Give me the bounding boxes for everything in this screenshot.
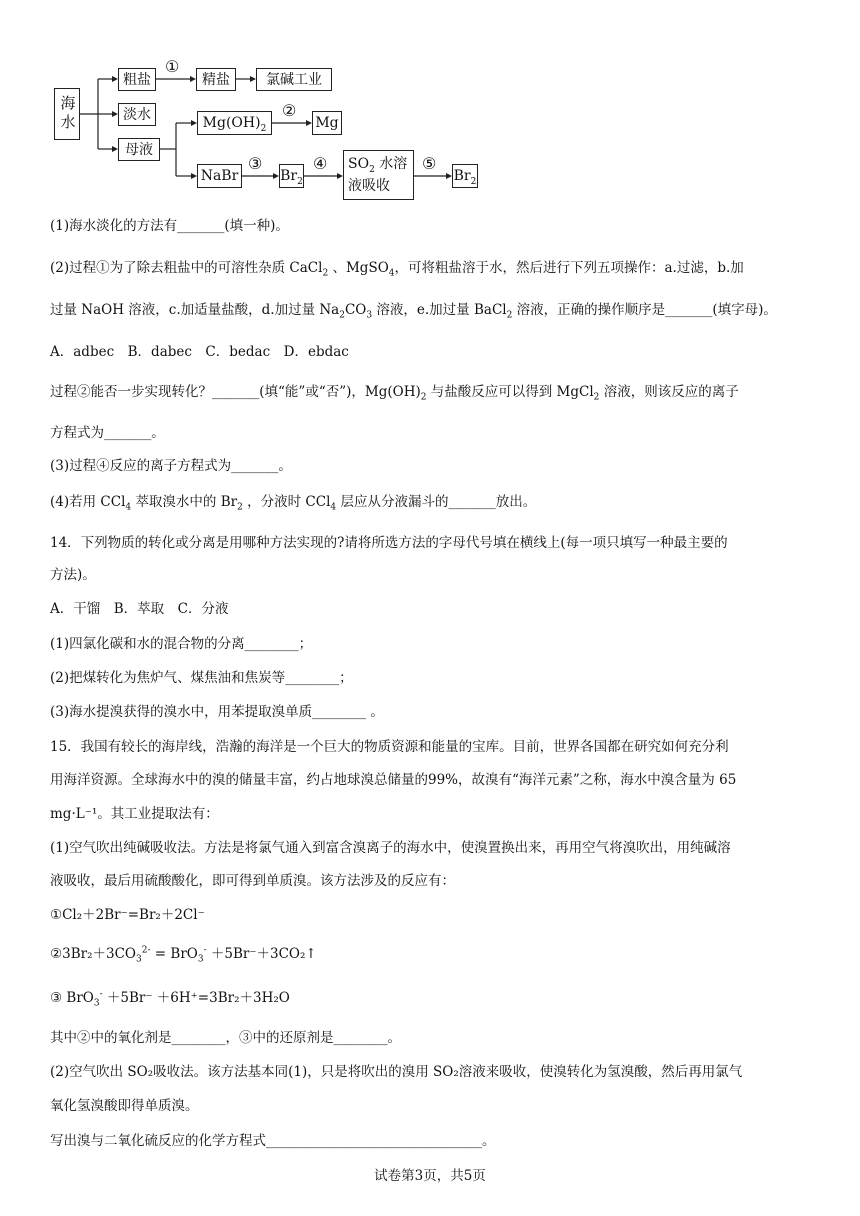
step-4-number: ④ <box>313 154 328 173</box>
br2-box-b <box>452 164 478 188</box>
q13-part2-line4: 方程式为_______。 <box>50 425 165 441</box>
fresh-water-label: 淡水 <box>123 106 151 123</box>
mgoh2-label: $Mg(OH)_2$ <box>202 115 267 134</box>
q15-part1-line2: 液吸收，最后用硫酸酸化，即可得到单质溴。该方法涉及的反应有： <box>50 873 455 889</box>
q13-part2-line2: 过量 NaOH 溶液，c.加适量盐酸，d.加过量 $Na_2CO_3$ 溶液，e.加过量 BaCl$_2$ 溶液，正确的操作顺序是_______(填字母)。 <box>50 302 777 321</box>
q13-part4: (4)若用 CCl$_4$ 萃取溴水中的 $Br_2$ ，分液时 CCl$_4$ 层应从分液漏斗的_______放出。 <box>50 494 537 513</box>
crude-salt-label: 粗盐 <box>123 71 151 88</box>
q14-sub3: (3)海水提溴获得的溴水中，用苯提取溴单质________ 。 <box>50 704 384 720</box>
q15-stem-line2: 用海洋资源。全球海水中的溴的储量丰富，约占地球溴总储量的99%，故溴有“海洋元素”之称，海水中溴含量为 65 <box>50 772 737 788</box>
crude-salt-box <box>118 68 156 91</box>
q14-stem-line1: 14．下列物质的转化或分离是用哪种方法实现的?请将所选方法的字母代号填在横线上(每一项只填写一种最主要的 <box>50 535 728 551</box>
chlor-alkali-box <box>256 68 332 91</box>
so2-absorb-line1: $SO_2$ 水溶 <box>348 156 408 175</box>
mgoh2-box <box>197 111 272 135</box>
chlor-alkali-label: 氯碱工业 <box>266 71 322 88</box>
mother-liquor-box <box>118 138 160 161</box>
q15-part2-line3: 写出溴与二氧化硫反应的化学方程式________________________________。 <box>50 1133 496 1149</box>
refined-salt-label: 精盐 <box>202 71 230 88</box>
seawater-box <box>54 88 80 140</box>
q15-stem-line1: 15．我国有较长的海岸线，浩瀚的海洋是一个巨大的物质资源和能量的宝库。目前，世界各国都在研究如何充分利 <box>50 739 729 755</box>
q15-part1-line1: (1)空气吹出纯碱吸收法。方法是将氯气通入到富含溴离子的海水中，使溴置换出来，再用空气将溴吹出，用纯碱溶 <box>50 840 731 856</box>
step-1-number: ① <box>165 57 180 76</box>
mg-label: Mg <box>315 115 339 131</box>
q15-reaction-1: ①Cl₂＋2Br⁻=Br₂＋2Cl⁻ <box>50 907 205 923</box>
q14-sub1: (1)四氯化碳和水的混合物的分离________； <box>50 636 313 652</box>
step-2-number: ② <box>282 101 297 120</box>
q13-part3: (3)过程④反应的离子方程式为_______。 <box>50 458 292 474</box>
nabr-box <box>197 164 242 188</box>
page-footer: 试卷第3页，共5页 <box>374 1168 486 1184</box>
q13-part2-line1: (2)过程①为了除去粗盐中的可溶性杂质 CaCl$_2$ 、MgSO$_4$，可将粗盐溶于水，然后进行下列五项操作：a.过滤，b.加 <box>50 260 744 279</box>
refined-salt-box <box>196 68 236 91</box>
mother-liquor-label: 母液 <box>125 141 153 158</box>
q15-part2-line2: 氧化氢溴酸即得单质溴。 <box>50 1098 199 1114</box>
br2-box-a <box>279 164 304 188</box>
q14-sub2: (2)把煤转化为焦炉气、煤焦油和焦炭等________； <box>50 670 353 686</box>
nabr-label: NaBr <box>200 168 239 184</box>
q15-part2-line1: (2)空气吹出 SO₂吸收法。该方法基本同(1)，只是将吹出的溴用 SO₂溶液来吸收，使溴转化为氢溴酸，然后再用氯气 <box>50 1064 743 1080</box>
br2-label-a: $Br_2$ <box>280 168 303 187</box>
q15-reaction-3: ③ BrO$_3$- ＋5Br⁻ ＋6H⁺=3Br₂＋3H₂O <box>50 989 290 1009</box>
q13-part1: (1)海水淡化的方法有_______(填一种)。 <box>50 218 289 234</box>
q15-stem-line3: mg·L⁻¹。其工业提取法有： <box>50 806 219 822</box>
q13-part2-line3: 过程②能否一步实现转化？_______(填“能”或“否”)，$Mg(OH)_2$ 与盐酸反应可以得到 MgCl$_2$ 溶液，则该反应的离子 <box>50 384 739 403</box>
q13-options: A．adbec B．dabec C．bedac D．ebdac <box>50 344 349 360</box>
q14-options: A．干馏 B．萃取 C．分液 <box>50 601 229 617</box>
q14-stem-line2: 方法)。 <box>50 567 96 583</box>
seawater-label: 海水 <box>58 95 77 133</box>
q15-reaction-2: $②3Br_2+3CO_3^{2-} = BrO_3^-$ ＋5Br⁻＋3CO₂↑ <box>50 945 317 965</box>
step-5-number: ⑤ <box>422 154 437 173</box>
br2-label-b: $Br_2$ <box>453 168 477 187</box>
seawater-flow-diagram <box>50 52 510 210</box>
q15-question: 其中②中的氧化剂是________，③中的还原剂是________。 <box>50 1030 401 1046</box>
mg-box <box>312 111 342 135</box>
step-3-number: ③ <box>248 154 263 173</box>
fresh-water-box <box>118 103 156 126</box>
so2-absorb-line2: 液吸收 <box>348 178 390 194</box>
so2-absorb-box <box>343 150 414 200</box>
